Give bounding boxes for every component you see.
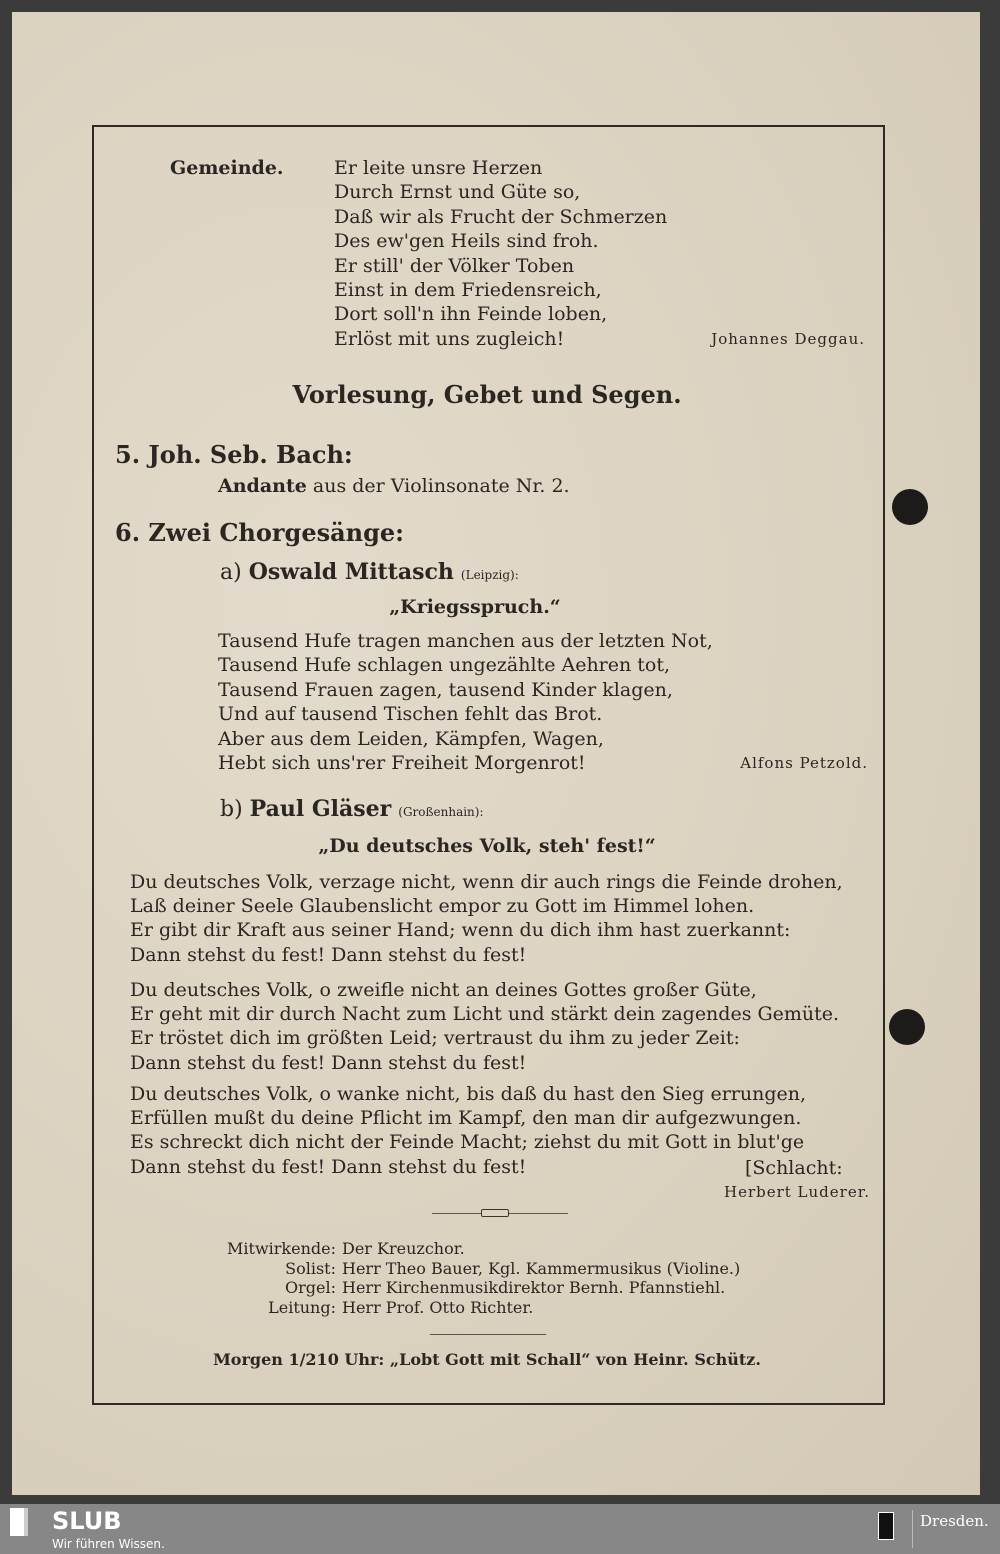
verse-line: Einst in dem Friedensreich,	[334, 279, 602, 301]
credit-value: Der Kreuzchor.	[342, 1239, 465, 1258]
song-a-title: „Kriegsspruch.“	[389, 596, 561, 618]
song-b-author: Herbert Luderer.	[723, 1183, 870, 1201]
verse-line: Daß wir als Frucht der Schmerzen	[334, 205, 668, 228]
verse-line: Dann stehst du fest! Dann stehst du fest!	[130, 943, 527, 966]
verse-line: Dort soll'n ihn Feinde loben,	[334, 303, 608, 326]
verse-line: Erfüllen mußt du deine Pflicht im Kampf, den man dir aufgezwungen.	[130, 1107, 802, 1130]
credit-label: Orgel:	[285, 1278, 336, 1297]
dresden-coat-of-arms-icon	[878, 1512, 894, 1540]
song-b-place: (Großenhain):	[398, 805, 484, 819]
verse-line: Tausend Hufe tragen manchen aus der letzten Not,	[218, 630, 713, 652]
piece-source: aus der Violinsonate Nr. 2.	[312, 475, 570, 497]
verse-line: Dann stehst du fest! Dann stehst du fest!	[130, 1051, 527, 1074]
item-5-piece	[218, 474, 570, 498]
slub-tagline: Wir führen Wissen.	[52, 1537, 165, 1551]
credit-label: Leitung:	[268, 1297, 336, 1317]
footer-divider	[912, 1510, 913, 1548]
piece-name: Andante	[218, 475, 307, 497]
credit-value: Herr Theo Bauer, Kgl. Kammermusikus (Violine.)	[342, 1258, 741, 1278]
item-5-title: 5. Joh. Seb. Bach:	[115, 440, 353, 469]
song-a-place: (Leipzig):	[460, 568, 519, 582]
song-a-author: Alfons Petzold.	[740, 754, 868, 772]
verse-line: Du deutsches Volk, verzage nicht, wenn dir auch rings die Feinde drohen,	[130, 871, 843, 893]
divider	[430, 1334, 546, 1335]
song-b-label: b)	[220, 797, 243, 822]
ornament	[481, 1209, 509, 1217]
punch-hole	[889, 1009, 925, 1045]
verse-line: Des ew'gen Heils sind froh.	[334, 230, 599, 253]
song-b-overflow: [Schlacht:	[745, 1157, 843, 1179]
verse-line: Tausend Frauen zagen, tausend Kinder klagen,	[218, 678, 673, 701]
slub-logo[interactable]: SLUB	[52, 1507, 122, 1535]
slub-logo-icon	[10, 1508, 28, 1536]
verse-line: Tausend Hufe schlagen ungezählte Aehren tot,	[218, 654, 671, 677]
verse-line: Es schreckt dich nicht der Feinde Macht; ziehst du mit Gott in blut'ge	[130, 1131, 805, 1154]
verse-line: Er geht mit dir durch Nacht zum Licht und stärkt dein zagendes Gemüte.	[130, 1003, 840, 1026]
verse-line: Laß deiner Seele Glaubenslicht empor zu Gott im Himmel lohen.	[130, 895, 755, 918]
song-b-title: „Du deutsches Volk, steh' fest!“	[318, 835, 656, 857]
verse-line: Hebt sich uns'rer Freiheit Morgenrot!	[218, 752, 586, 774]
song-a-label: a)	[220, 560, 242, 585]
tomorrow-note: Morgen 1/210 Uhr: „Lobt Gott mit Schall“ von Heinr. Schütz.	[213, 1350, 761, 1369]
verse-line: Dann stehst du fest! Dann stehst du fest!	[130, 1155, 527, 1178]
credit-value: Herr Kirchenmusikdirektor Bernh. Pfannstiehl.	[342, 1278, 726, 1297]
footer-bar	[0, 1504, 1000, 1554]
section-heading: Vorlesung, Gebet und Segen.	[292, 380, 682, 409]
punch-hole	[892, 489, 928, 525]
verse-line: Er still' der Völker Toben	[334, 254, 575, 277]
credit-value: Herr Prof. Otto Richter.	[342, 1297, 534, 1317]
hymn-speaker: Gemeinde.	[170, 157, 284, 179]
verse-line: Er gibt dir Kraft aus seiner Hand; wenn du dich ihm hast zuerkannt:	[130, 919, 791, 942]
verse-line: Aber aus dem Leiden, Kämpfen, Wagen,	[218, 727, 604, 750]
song-b-header	[220, 795, 484, 826]
song-a-composer: Oswald Mittasch	[248, 559, 454, 585]
verse-line: Und auf tausend Tischen fehlt das Brot.	[218, 703, 603, 726]
song-a-header	[220, 558, 519, 589]
verse-line: Du deutsches Volk, o wanke nicht, bis daß du hast den Sieg errungen,	[130, 1083, 807, 1105]
song-b-composer: Paul Gläser	[249, 796, 392, 822]
verse-line: Durch Ernst und Güte so,	[334, 181, 581, 204]
hymn-author: Johannes Deggau.	[711, 330, 865, 348]
credit-label: Solist:	[285, 1258, 336, 1278]
verse-line: Erlöst mit uns zugleich!	[334, 327, 565, 350]
verse-line: Er leite unsre Herzen	[334, 157, 543, 179]
dresden-logo[interactable]: Dresden.	[920, 1512, 989, 1530]
credit-label: Mitwirkende:	[227, 1239, 336, 1258]
verse-line: Du deutsches Volk, o zweifle nicht an deines Gottes großer Güte,	[130, 979, 757, 1001]
verse-line: Er tröstet dich im größten Leid; vertraust du ihm zu jeder Zeit:	[130, 1027, 740, 1050]
item-6-title: 6. Zwei Chorgesänge:	[115, 518, 405, 547]
